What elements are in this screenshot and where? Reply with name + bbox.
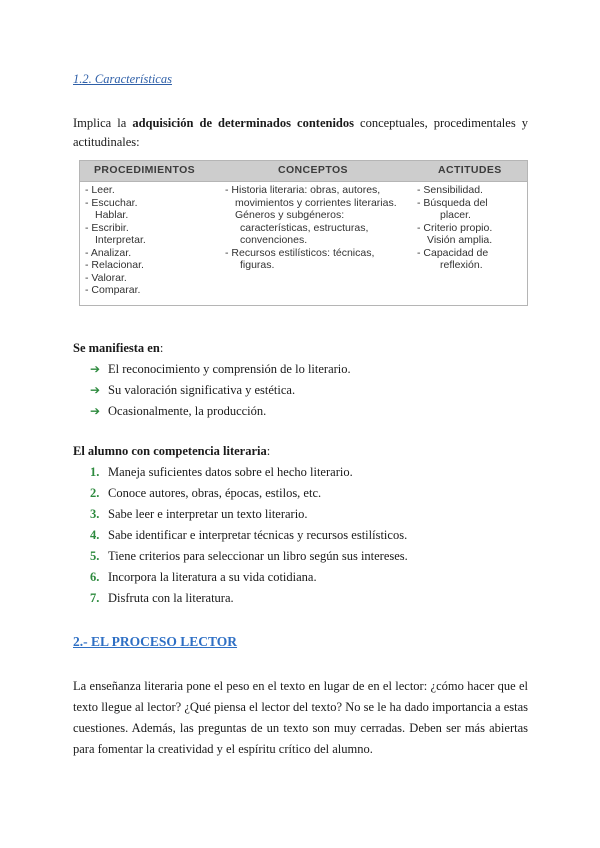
alumno-colon: : (266, 444, 271, 458)
table-cell: - Relacionar. (85, 259, 144, 271)
table-header-row (80, 161, 527, 182)
table-cell: movimientos y corrientes literarias. (235, 196, 397, 209)
list-item (90, 359, 351, 380)
list-item-text: Incorpora la literatura a su vida cotidiana. (108, 570, 317, 584)
list-item-text: Tiene criterios para seleccionar un libro según sus intereses. (108, 549, 408, 563)
column-procedimientos (85, 184, 146, 297)
table-cell: - Criterio propio. (417, 221, 493, 234)
table-cell: - Historia literaria: obras, autores, (225, 184, 381, 196)
list-number: 4. (90, 528, 100, 542)
manifiesta-list (90, 359, 351, 422)
table-cell: - Comparar. (85, 284, 141, 296)
table-cell: placer. (440, 209, 471, 221)
list-item-text: Disfruta con la literatura. (108, 591, 234, 605)
table-cell: - Analizar. (85, 246, 132, 259)
table-cell: - Sensibilidad. (417, 184, 483, 196)
list-number: 6. (90, 570, 100, 584)
header-conceptos: CONCEPTOS (278, 164, 348, 176)
intro-text-bold: adquisición de determinados contenidos (132, 116, 354, 130)
list-item (90, 525, 408, 546)
table-cell: convenciones. (240, 234, 308, 246)
manifiesta-heading (73, 341, 163, 356)
list-item-text: Conoce autores, obras, épocas, estilos, etc. (108, 486, 322, 500)
intro-text-after: conceptuales, procedimentales y actitudinales: (73, 116, 528, 149)
list-item (90, 462, 408, 483)
manifiesta-title: Se manifiesta en (73, 341, 160, 355)
list-item (90, 546, 408, 567)
manifiesta-colon: : (159, 341, 164, 355)
arrow-right-icon: ➔ (90, 383, 101, 397)
arrow-right-icon: ➔ (90, 404, 101, 418)
list-number: 7. (90, 591, 100, 605)
intro-text-before: Implica la (73, 116, 133, 130)
header-actitudes: ACTITUDES (438, 164, 502, 176)
list-item (90, 380, 351, 401)
list-item-text: El reconocimiento y comprensión de lo literario. (108, 362, 351, 376)
subheading-caracteristicas: 1.2. Características (73, 72, 172, 86)
table-cell: - Recursos estilísticos: técnicas, (225, 246, 375, 259)
list-item-text: Maneja suficientes datos sobre el hecho literario. (108, 465, 353, 479)
list-item-text: Sabe identificar e interpretar técnicas y recursos estilísticos. (108, 528, 408, 542)
section-heading-proceso-lector: 2.- EL PROCESO LECTOR (73, 634, 238, 649)
list-item (90, 567, 408, 588)
list-item-text: Ocasionalmente, la producción. (108, 404, 267, 418)
table-cell: figuras. (240, 259, 275, 271)
list-item (90, 588, 408, 609)
list-number: 2. (90, 486, 100, 500)
list-number: 5. (90, 549, 100, 563)
alumno-list (90, 462, 408, 609)
list-item (90, 401, 351, 422)
table-cell: - Leer. (85, 184, 115, 196)
alumno-heading (73, 444, 270, 459)
column-actitudes (417, 184, 492, 272)
column-conceptos (225, 184, 397, 272)
arrow-right-icon: ➔ (90, 362, 101, 376)
list-item (90, 504, 408, 525)
list-item-text: Su valoración significativa y estética. (108, 383, 296, 397)
table-cell: Visión amplia. (427, 234, 493, 246)
header-procedimientos: PROCEDIMIENTOS (94, 164, 196, 176)
table-cell: - Valorar. (85, 271, 127, 284)
list-item-text: Sabe leer e interpretar un texto literario. (108, 507, 308, 521)
table-cell: Géneros y subgéneros: (235, 209, 345, 221)
intro-paragraph (73, 114, 528, 152)
table-cell: características, estructuras, (240, 221, 369, 234)
table-cell: - Búsqueda del (417, 196, 488, 209)
list-item (90, 483, 408, 504)
table-cell: Interpretar. (95, 234, 146, 246)
list-number: 1. (90, 465, 100, 479)
table-cell: Hablar. (95, 209, 129, 221)
contents-table (79, 160, 528, 306)
table-cell: - Escribir. (85, 221, 129, 234)
alumno-title: El alumno con competencia literaria (73, 444, 267, 458)
table-cell: reflexión. (440, 259, 483, 271)
list-number: 3. (90, 507, 100, 521)
table-cell: - Capacidad de (417, 246, 489, 259)
table-cell: - Escuchar. (85, 196, 138, 209)
proceso-lector-paragraph: La enseñanza literaria pone el peso en el texto en lugar de en el lector: ¿cómo hacer que el texto llegue al lector? ¿Qué piensa el lector del texto? No se le ha dado importancia a estas cuestiones. Además, las preguntas de un texto son muy cerradas. Deben ser más abiertas para fomentar la creatividad y el espíritu crítico del alumno. (73, 679, 528, 756)
